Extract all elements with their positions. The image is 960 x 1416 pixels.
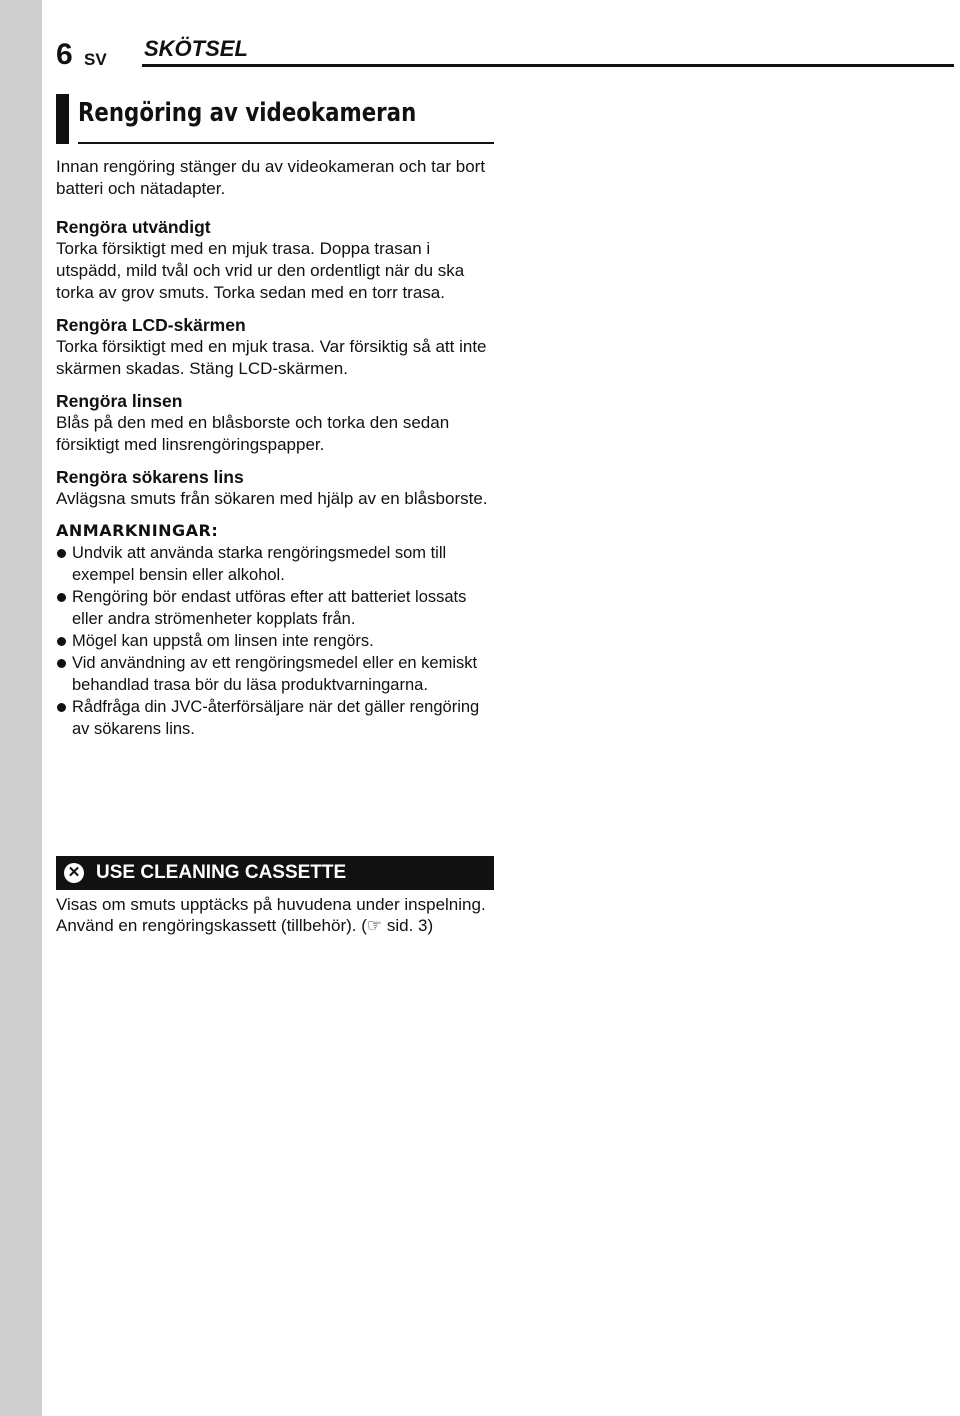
notes-heading: ANMARKNINGAR: [56,521,219,540]
section-heading-exterior: Rengöra utvändigt [56,217,211,237]
bullet-icon [57,703,66,712]
warning-description: Visas om smuts upptäcks på huvudena under inspelning. Använd en rengöringskassett (tillbehör). (☞ sid. 3) [56,895,486,935]
section-body-lens: Blås på den med en blåsborste och torka den sedan försiktigt med linsrengöringspapper. [56,413,450,454]
note-text: Rengöring bör endast utföras efter att batteriet lossats eller andra strömenheter kopplats från. [72,588,467,628]
page-side-bar [0,0,42,1416]
bullet-icon [57,659,66,668]
warning-label: USE CLEANING CASSETTE [96,862,347,883]
note-item [56,630,496,652]
notes-list [56,542,496,740]
bullet-icon [57,593,66,602]
page-header [56,34,956,74]
header-rule [142,64,954,67]
title-block [56,92,494,144]
x-circle-icon: ✕ [64,863,84,883]
intro-text: Innan rengöring stänger du av videokameran och tar bort batteri och nätadapter. [56,157,486,198]
section-name: SKÖTSEL [144,36,248,61]
bullet-icon [57,637,66,646]
section-body-viewfinder: Avlägsna smuts från sökaren med hjälp av en blåsborste. [56,489,488,508]
title-rule [78,142,494,144]
section-body-lcd: Torka försiktigt med en mjuk trasa. Var försiktig så att inte skärmen skadas. Stäng LCD-skärmen. [56,337,487,378]
title-bar [56,94,69,144]
note-text: Rådfråga din JVC-återförsäljare när det gäller rengöring av sökarens lins. [72,698,480,738]
page-number: 6 [56,38,73,71]
note-item [56,652,496,696]
note-item [56,586,496,630]
note-item [56,696,496,740]
section-heading-lens: Rengöra linsen [56,391,183,411]
page-title: Rengöring av videokameran [78,98,417,128]
bullet-icon [57,549,66,558]
note-text: Mögel kan uppstå om linsen inte rengörs. [72,632,374,650]
language-code: SV [84,50,107,69]
section-heading-lcd: Rengöra LCD-skärmen [56,315,246,335]
note-text: Vid användning av ett rengöringsmedel eller en kemiskt behandlad trasa bör du läsa produktvarningarna. [72,654,478,694]
note-text: Undvik att använda starka rengöringsmedel som till exempel bensin eller alkohol. [72,544,447,584]
main-content [56,156,496,740]
note-item [56,542,496,586]
section-heading-viewfinder: Rengöra sökarens lins [56,467,244,487]
warning-banner [56,856,494,890]
section-body-exterior: Torka försiktigt med en mjuk trasa. Doppa trasan i utspädd, mild tvål och vrid ur den ordentligt när du ska torka av grov smuts. Torka sedan med en torr trasa. [56,239,465,302]
